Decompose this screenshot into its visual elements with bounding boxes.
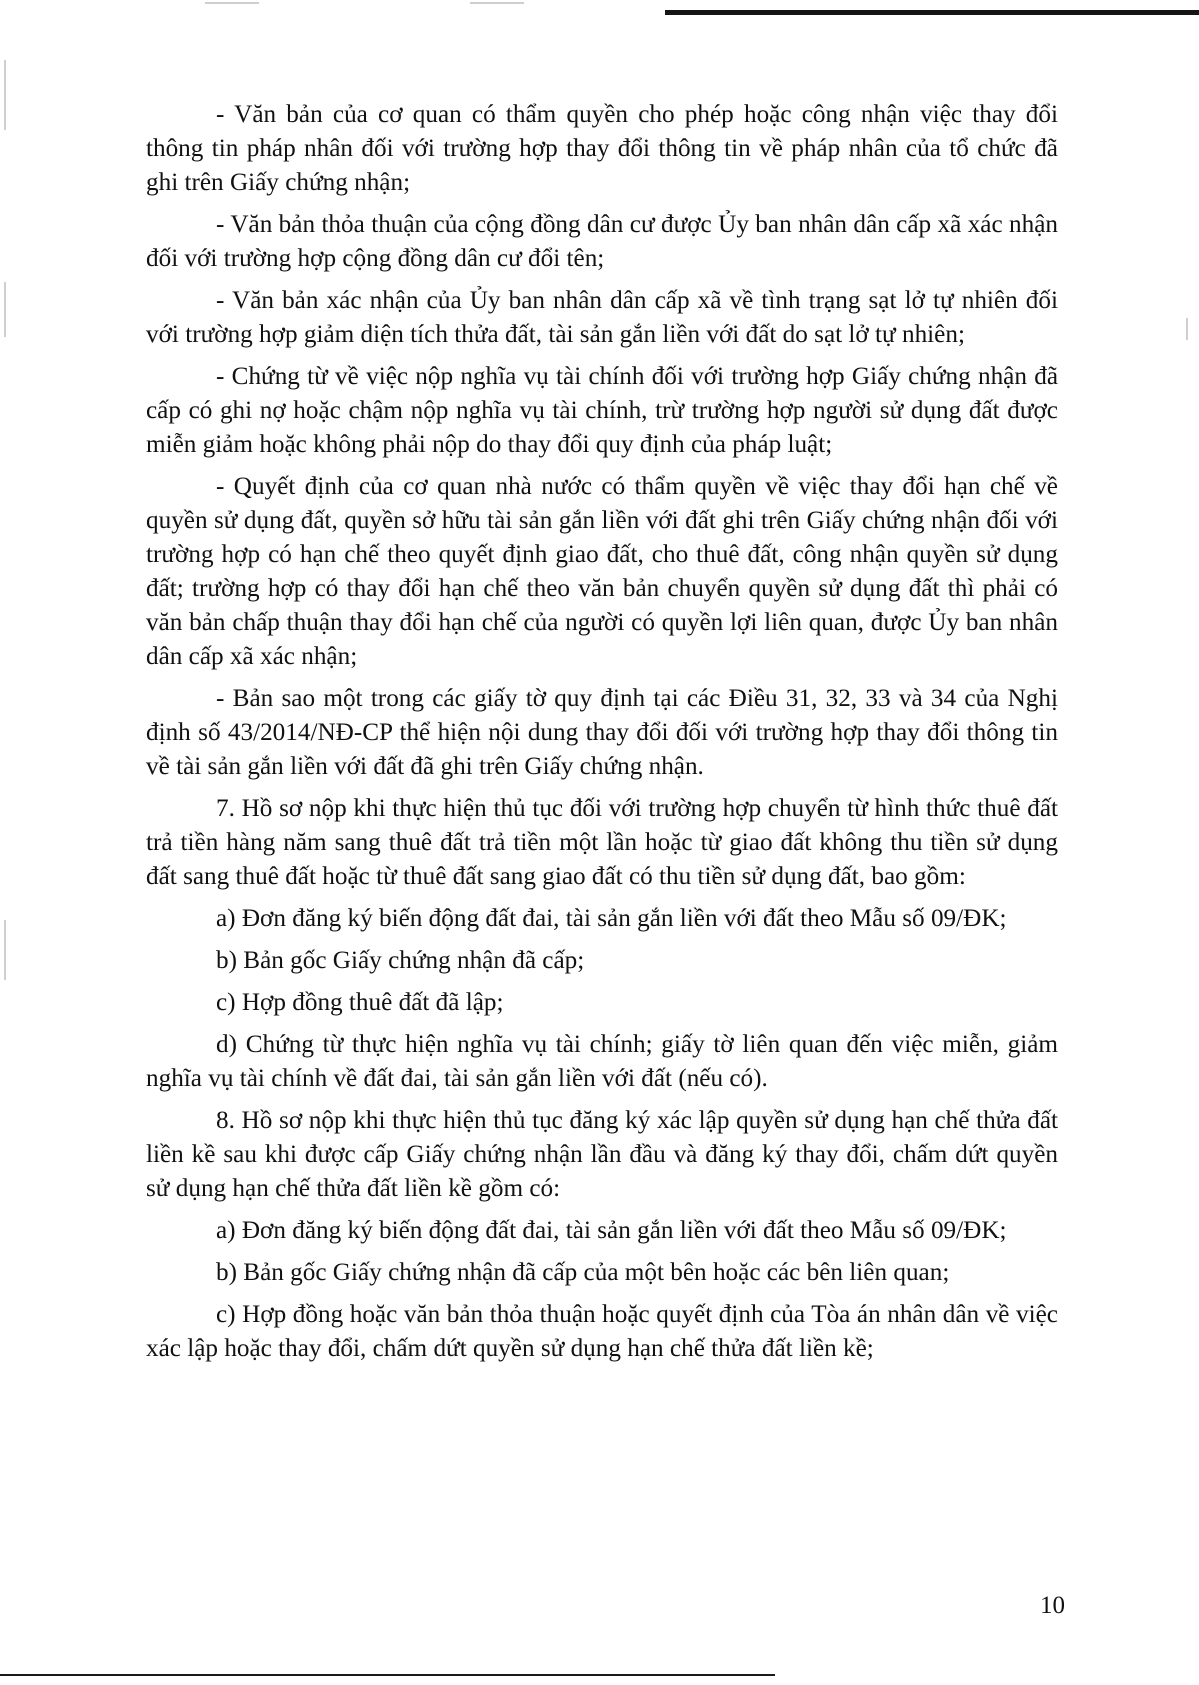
paragraph: - Văn bản xác nhận của Ủy ban nhân dân cấp xã về tình trạng sạt lở tự nhiên đối với trường hợp giảm diện tích thửa đất, tài sản gắn liền với đất do sạt lở tự nhiên; bbox=[146, 287, 1058, 348]
scan-mark bbox=[4, 282, 6, 337]
list-item: b) Bản gốc Giấy chứng nhận đã cấp của một bên hoặc các bên liên quan; bbox=[216, 1259, 950, 1286]
scan-top-rule bbox=[665, 10, 1199, 15]
list-item: b) Bản gốc Giấy chứng nhận đã cấp; bbox=[216, 947, 585, 974]
scan-mark bbox=[4, 920, 6, 980]
list-item: d) Chứng từ thực hiện nghĩa vụ tài chính; giấy tờ liên quan đến việc miễn, giảm nghĩa vụ tài chính về đất đai, tài sản gắn liền với đất (nếu có). bbox=[146, 1031, 1058, 1092]
page-number: 10 bbox=[1040, 1592, 1065, 1619]
list-item: c) Hợp đồng thuê đất đã lập; bbox=[216, 989, 504, 1016]
paragraph: - Chứng từ về việc nộp nghĩa vụ tài chính đối với trường hợp Giấy chứng nhận đã cấp có ghi nợ hoặc chậm nộp nghĩa vụ tài chính, trừ trường hợp người sử dụng đất được miễn giảm hoặc không phải nộp do thay đổi quy định của pháp luật; bbox=[146, 363, 1058, 458]
list-item: a) Đơn đăng ký biến động đất đai, tài sản gắn liền với đất theo Mẫu số 09/ĐK; bbox=[216, 1217, 1007, 1244]
paragraph: - Bản sao một trong các giấy tờ quy định tại các Điều 31, 32, 33 và 34 của Nghị định số 43/2014/NĐ-CP thể hiện nội dung thay đổi đối với trường hợp thay đổi thông tin về tài sản gắn liền với đất đã ghi trên Giấy chứng nhận. bbox=[146, 685, 1058, 780]
scan-mark bbox=[470, 2, 524, 4]
list-item: c) Hợp đồng hoặc văn bản thỏa thuận hoặc quyết định của Tòa án nhân dân về việc xác lập hoặc thay đổi, chấm dứt quyền sử dụng hạn chế thửa đất liền kề; bbox=[146, 1301, 1058, 1362]
scan-mark bbox=[205, 2, 259, 4]
scan-mark bbox=[1186, 318, 1188, 340]
scan-mark bbox=[4, 60, 6, 130]
list-item: a) Đơn đăng ký biến động đất đai, tài sản gắn liền với đất theo Mẫu số 09/ĐK; bbox=[216, 905, 1007, 932]
paragraph: - Văn bản thỏa thuận của cộng đồng dân cư được Ủy ban nhân dân cấp xã xác nhận đối với trường hợp cộng đồng dân cư đổi tên; bbox=[146, 211, 1058, 272]
scan-bottom-rule bbox=[0, 1674, 775, 1676]
document-body bbox=[146, 98, 1058, 1366]
section-heading-8: 8. Hồ sơ nộp khi thực hiện thủ tục đăng ký xác lập quyền sử dụng hạn chế thửa đất liền kề sau khi được cấp Giấy chứng nhận lần đầu và đăng ký thay đổi, chấm dứt quyền sử dụng hạn chế thửa đất liền kề gồm có: bbox=[146, 1107, 1058, 1202]
section-heading-7: 7. Hồ sơ nộp khi thực hiện thủ tục đối với trường hợp chuyển từ hình thức thuê đất trả tiền hàng năm sang thuê đất trả tiền một lần hoặc từ giao đất không thu tiền sử dụng đất sang thuê đất hoặc từ thuê đất sang giao đất có thu tiền sử dụng đất, bao gồm: bbox=[146, 795, 1058, 890]
paragraph: - Văn bản của cơ quan có thẩm quyền cho phép hoặc công nhận việc thay đổi thông tin pháp nhân đối với trường hợp thay đổi thông tin về pháp nhân của tổ chức đã ghi trên Giấy chứng nhận; bbox=[146, 101, 1058, 196]
paragraph: - Quyết định của cơ quan nhà nước có thẩm quyền về việc thay đổi hạn chế về quyền sử dụng đất, quyền sở hữu tài sản gắn liền với đất ghi trên Giấy chứng nhận đối với trường hợp có hạn chế theo quyết định giao đất, cho thuê đất, công nhận quyền sử dụng đất; trường hợp có thay đổi hạn chế theo văn bản chuyển quyền sử dụng đất thì phải có văn bản chấp thuận thay đổi hạn chế của người có quyền lợi liên quan, được Ủy ban nhân dân cấp xã xác nhận; bbox=[146, 473, 1058, 670]
